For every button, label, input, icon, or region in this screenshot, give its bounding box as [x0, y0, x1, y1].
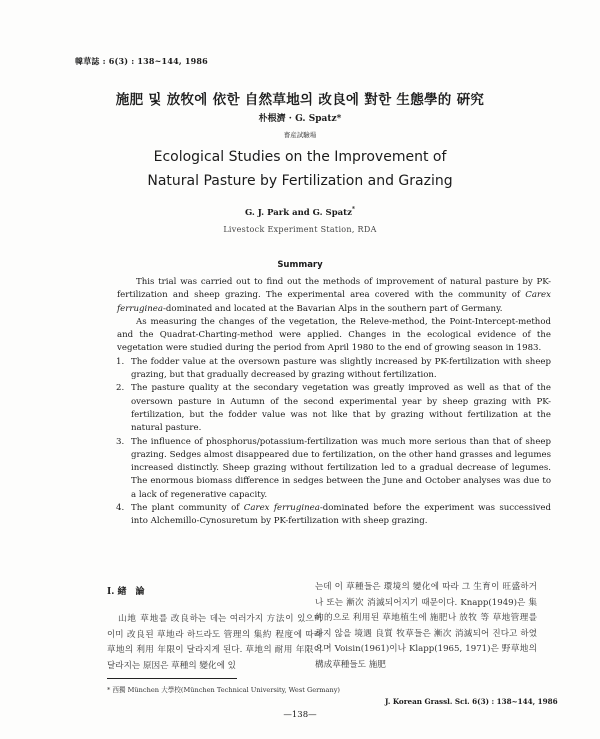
finding-text: The pasture quality at the secondary vegetation was greatly improved as well as that of the oversown pasture in Autumn of the second experimental year by sheep grazing with PK-fertilization, but the fodder value was not like that by grazing without fertilization at the natural pasture.	[131, 383, 551, 434]
english-title-line-1: Ecological Studies on the Improvement of	[153, 149, 447, 165]
species-name: Carex ferruginea	[117, 290, 551, 314]
korean-authors: 朴根濟 · G. Spatz*	[258, 114, 342, 124]
korean-institution: 畜産試驗場	[283, 131, 317, 139]
english-authors	[0, 206, 600, 218]
finding-number: 1.	[116, 356, 125, 367]
finding-text: The influence of phosphorus/potassium-fertilization was much more serious than that of sheep grazing. Sedges almost disappeared due to fertilization, on the other hand grasses and legumes increased distinctly. Sheep grazing without fertilization led to a gradual decrease of legumes. The enormous biomass difference in sedges between the June and October analyses was due to a lack of regenerative capacity.	[131, 436, 551, 500]
body-column-right	[315, 580, 537, 674]
footer-journal-reference: J. Korean Grassl. Sci. 6(3) : 138~144, 1986	[385, 697, 558, 706]
summary-body	[117, 276, 551, 529]
page-number: —138—	[283, 710, 317, 720]
body-text-right: 는데 이 草種들은 環境의 變化에 따라 그 生育이 旺盛하거나 또는 漸次 消滅되어지기 때문이다. Knapp(1949)은 集約的으로 利用된 草地植生에 施肥나 放牧 等 草地管理를 하지 않을 境遇 良質 牧草들은 漸次 消滅되어 진다고 하였으며 Voisin(1961)이나 Klapp(1965, 1971)은 野草地의 構成草種들도 施肥	[315, 582, 537, 670]
section-heading-introduction: Ⅰ. 緖 論	[107, 587, 145, 597]
english-authors-names: G. J. Park and G. Spatz	[244, 207, 352, 218]
species-name: Carex ferruginea	[243, 503, 320, 514]
english-title-line-2: Natural Pasture by Fertilization and Grazing	[147, 173, 453, 189]
body-text-left: 山地 草地를 改良하는 데는 여러가지 方法이 있으며 이미 改良된 草地라 하드라도 管理의 集約 程度에 따라 草地의 利用 年限이 달라지게 된다. 草地의 耐用 年限이 달라지는 原因은 草種의 變化에 있	[107, 614, 322, 671]
finding-number: 2.	[116, 383, 125, 394]
summary-paragraph-1	[117, 276, 551, 316]
finding-number: 4.	[116, 503, 125, 514]
footnote: * 西獨 München 大學校(München Technical University, West Germany)	[107, 686, 340, 694]
summary-paragraph-1-text-a: This trial was carried out to find out the methods of improvement of natural pasture by PK-fertilization and sheep grazing. The experimental area covered with the community of	[117, 277, 551, 301]
summary-findings-list	[117, 356, 551, 529]
body-column-left	[107, 612, 322, 674]
summary-heading: Summary	[277, 260, 323, 270]
footnote-mark: *	[351, 206, 356, 213]
english-institution: Livestock Experiment Station, RDA	[223, 225, 377, 234]
summary-finding-item	[117, 356, 551, 383]
summary-paragraph-1-text-b: -dominated and located at the Bavarian Alps in the southern part of Germany.	[163, 303, 503, 314]
finding-text-a: The plant community of	[131, 503, 244, 514]
journal-reference-header: 韓草誌 : 6(3) : 138~144, 1986	[75, 56, 208, 66]
summary-finding-item	[117, 502, 551, 529]
summary-finding-item	[117, 436, 551, 502]
summary-finding-item	[117, 382, 551, 435]
finding-number: 3.	[116, 436, 125, 447]
summary-paragraph-2: As measuring the changes of the vegetation, the Releve-method, the Point-Intercept-method and the Quadrat-Charting-method were applied. Changes in the ecological evidence of the vegetation were studied during the period from April 1980 to the end of growing season in 1983.	[117, 316, 551, 354]
korean-title: 施肥 및 放牧에 依한 自然草地의 改良에 對한 生態學的 硏究	[115, 92, 485, 108]
finding-text-b: -dominated before the experiment was successived into Alchemillo-Cynosuretum by PK-fertilization with sheep grazing.	[131, 503, 551, 527]
finding-text: The fodder value at the oversown pasture was slightly increased by PK-fertilization with sheep grazing, but that gradually decreased by grazing without fertilization.	[131, 356, 551, 381]
footnote-divider	[107, 678, 237, 679]
